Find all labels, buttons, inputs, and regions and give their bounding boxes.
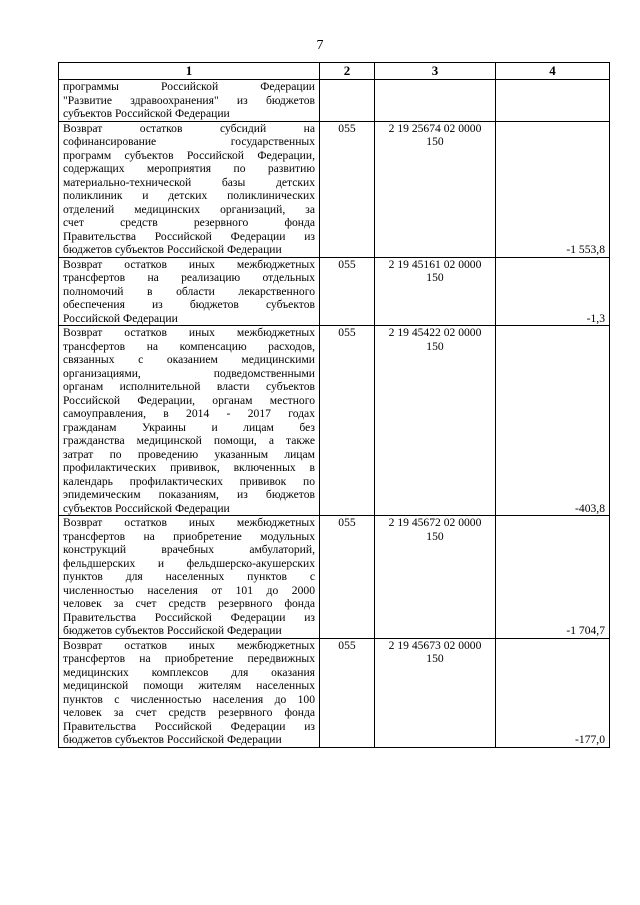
budget-classification-code <box>375 121 496 257</box>
table-row <box>59 257 610 326</box>
kbk-line: 150 <box>426 135 444 148</box>
administrator-code <box>320 80 375 122</box>
description-line: самоуправления, в 2014 - 2017 годах <box>63 407 315 420</box>
description-line: человек за счет средств резервного фонда <box>63 597 315 610</box>
description-line: софинансирование государственных <box>63 135 315 148</box>
description-line: Правительства Российской Федерации из <box>63 719 315 733</box>
description-line: человек за счет средств резервного фонда <box>63 706 315 719</box>
kbk-line: 2 19 45672 02 0000 <box>388 516 482 529</box>
budget-classification-code <box>375 516 496 639</box>
description-line: Возврат остатков иных межбюджетных <box>63 638 315 652</box>
description-line: профилактических прививок, включенных в <box>63 461 315 474</box>
kbk-line: 150 <box>426 271 444 284</box>
amount: -177,0 <box>496 638 610 747</box>
description-line: программы Российской Федерации <box>63 80 315 93</box>
row-description <box>59 326 320 516</box>
description-line: органам исполнительной власти субъектов <box>63 380 315 393</box>
amount <box>496 80 610 122</box>
description-line: Российской Федерации <box>63 311 178 325</box>
kbk-line: 2 19 45422 02 0000 <box>388 326 482 339</box>
description-line: затрат по проведению указанным лицам <box>63 447 315 461</box>
description-line: медицинских комплексов для оказания <box>63 665 315 679</box>
kbk-line: 150 <box>426 339 444 353</box>
row-description <box>59 80 320 122</box>
description-line: фельдшерских и фельдшерско-акушерских <box>63 556 315 570</box>
column-header-2: 2 <box>320 63 375 80</box>
description-line: эпидемическим показаниям, из бюджетов <box>63 488 315 501</box>
budget-classification-code <box>375 257 496 326</box>
kbk-line: 2 19 25674 02 0000 <box>388 121 482 135</box>
description-line: медицинской помощи жителям населенных <box>63 679 315 692</box>
description-line: Правительства Российской Федерации из <box>63 610 315 624</box>
description-line: "Развитие здравоохранения" из бюджетов <box>63 93 315 107</box>
description-line: полномочий в области лекарственного <box>63 284 315 298</box>
kbk-line: 150 <box>426 652 444 665</box>
description-line: конструкций врачебных амбулаторий, <box>63 543 315 556</box>
budget-classification-code <box>375 80 496 122</box>
description-line: содержащих мероприятия по развитию <box>63 162 315 175</box>
page-number: 7 <box>316 38 324 53</box>
table-row <box>59 121 610 257</box>
description-line: отделений медицинских организаций, за <box>63 202 315 216</box>
budget-return-table <box>58 62 610 748</box>
administrator-code: 055 <box>320 121 375 257</box>
description-line: программ субъектов Российской Федерации, <box>63 148 315 162</box>
description-line: бюджетов субъектов Российской Федерации <box>63 733 282 746</box>
row-description <box>59 638 320 747</box>
description-line: Возврат остатков субсидий на <box>63 121 315 135</box>
description-line: Российской Федерации, органам местного <box>63 393 315 407</box>
description-line: Правительства Российской Федерации из <box>63 229 315 243</box>
budget-classification-code <box>375 638 496 747</box>
amount: -1 704,7 <box>496 516 610 639</box>
column-header-4: 4 <box>496 63 610 80</box>
row-description <box>59 516 320 639</box>
description-line: организациями, подведомственными <box>63 366 315 380</box>
budget-classification-code <box>375 326 496 516</box>
description-line: материально-технической базы детских <box>63 175 315 189</box>
description-line: гражданства медицинской помощи, а также <box>63 434 315 447</box>
administrator-code: 055 <box>320 638 375 747</box>
description-line: субъектов Российской Федерации <box>63 501 230 515</box>
administrator-code: 055 <box>320 516 375 639</box>
table-row <box>59 516 610 639</box>
table-row <box>59 326 610 516</box>
kbk-line: 150 <box>426 529 444 543</box>
row-description <box>59 121 320 257</box>
description-line: численностью населения от 101 до 2000 <box>63 583 315 597</box>
table-row <box>59 638 610 747</box>
amount: -1 553,8 <box>496 121 610 257</box>
description-line: трансфертов на реализацию отдельных <box>63 271 315 284</box>
description-line: Возврат остатков иных межбюджетных <box>63 326 315 339</box>
amount: -403,8 <box>496 326 610 516</box>
description-line: связанных с оказанием медицинскими <box>63 353 315 366</box>
description-line: трансфертов на приобретение модульных <box>63 529 315 543</box>
kbk-line: 2 19 45673 02 0000 <box>388 638 482 652</box>
description-line: трансфертов на компенсацию расходов, <box>63 339 315 353</box>
description-line: бюджетов субъектов Российской Федерации <box>63 243 282 256</box>
kbk-line: 2 19 45161 02 0000 <box>388 257 482 271</box>
table-row <box>59 80 610 122</box>
description-line: бюджетов субъектов Российской Федерации <box>63 624 282 637</box>
column-header-1: 1 <box>59 63 320 80</box>
description-line: счет средств резервного фонда <box>63 216 315 229</box>
description-line: календарь профилактических прививок по <box>63 474 315 488</box>
description-line: обеспечения из бюджетов субъектов <box>63 298 315 311</box>
administrator-code: 055 <box>320 257 375 326</box>
description-line: трансфертов на приобретение передвижных <box>63 652 315 665</box>
amount: -1,3 <box>496 257 610 326</box>
description-line: пунктов с численностью населения до 100 <box>63 692 315 706</box>
description-line: Возврат остатков иных межбюджетных <box>63 516 315 529</box>
description-line: гражданам Украины и лицам без <box>63 420 315 434</box>
column-header-3: 3 <box>375 63 496 80</box>
row-description <box>59 257 320 326</box>
description-line: субъектов Российской Федерации <box>63 107 230 120</box>
administrator-code: 055 <box>320 326 375 516</box>
description-line: пунктов для населенных пунктов с <box>63 570 315 583</box>
table-header-row <box>59 63 610 80</box>
description-line: Возврат остатков иных межбюджетных <box>63 257 315 271</box>
description-line: поликлиник и детских поликлинических <box>63 189 315 202</box>
